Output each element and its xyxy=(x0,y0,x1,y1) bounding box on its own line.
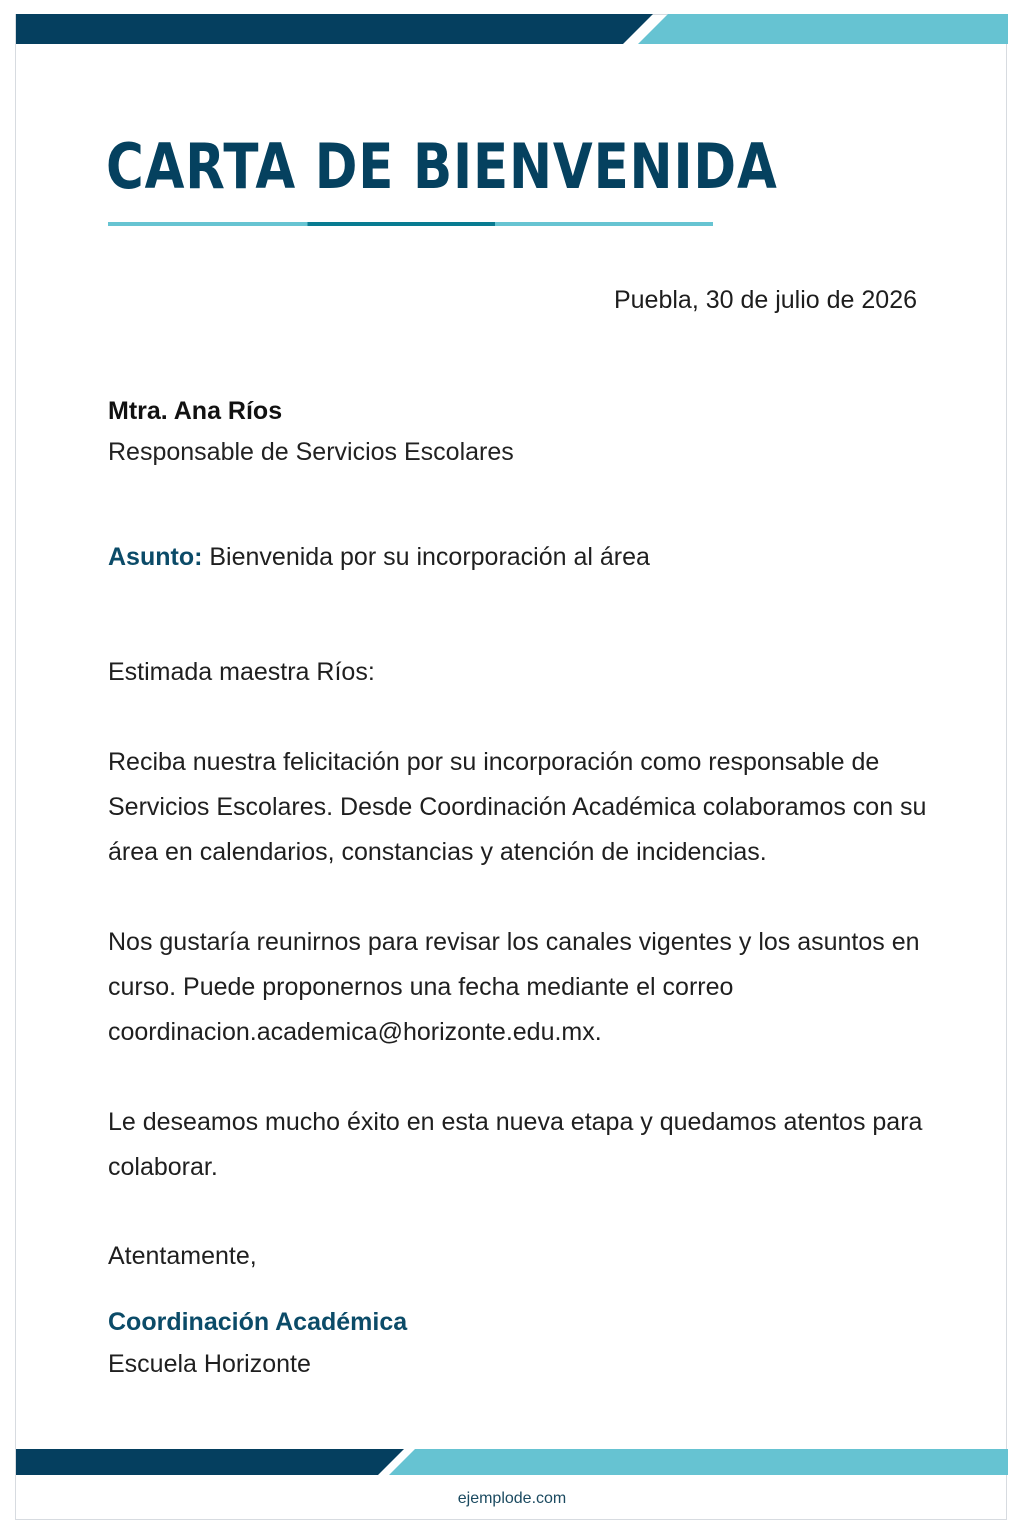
body-paragraph-3: Le deseamos mucho éxito en esta nueva etapa y quedamos atentos para colaborar. xyxy=(108,1108,923,1181)
recipient-role: Responsable de Servicios Escolares xyxy=(108,438,514,466)
body-paragraph-1: Reciba nuestra felicitación por su incorporación como responsable de Servicios Escolares. Desde Coordinación Académica colaboramos con su área en calendarios, constancias y atención de incidencias. xyxy=(108,748,927,866)
subject-text: Bienvenida por su incorporación al área xyxy=(209,543,650,571)
salutation: Estimada maestra Ríos: xyxy=(108,658,375,686)
signature-name: Coordinación Académica xyxy=(108,1308,408,1336)
letter-title: CARTA DE BIENVENIDA xyxy=(106,130,778,203)
signature-organization: Escuela Horizonte xyxy=(108,1350,311,1378)
subject-line xyxy=(108,541,650,573)
letter-date: Puebla, 30 de julio de 2026 xyxy=(613,286,917,314)
title-underline xyxy=(108,222,713,226)
closing: Atentamente, xyxy=(108,1242,257,1270)
top-dark-band xyxy=(16,14,653,44)
recipient-name: Mtra. Ana Ríos xyxy=(108,397,283,425)
footer-website: ejemplode.com xyxy=(457,1490,567,1507)
bottom-dark-band xyxy=(16,1449,404,1475)
top-teal-band xyxy=(638,14,1008,44)
subject-label: Asunto: xyxy=(108,543,203,571)
bottom-teal-band xyxy=(389,1449,1008,1475)
body-paragraph-2: Nos gustaría reunirnos para revisar los canales vigentes y los asuntos en curso. Puede proponernos una fecha mediante el correo coordinacion.academica@horizonte.edu.mx. xyxy=(108,928,920,1046)
